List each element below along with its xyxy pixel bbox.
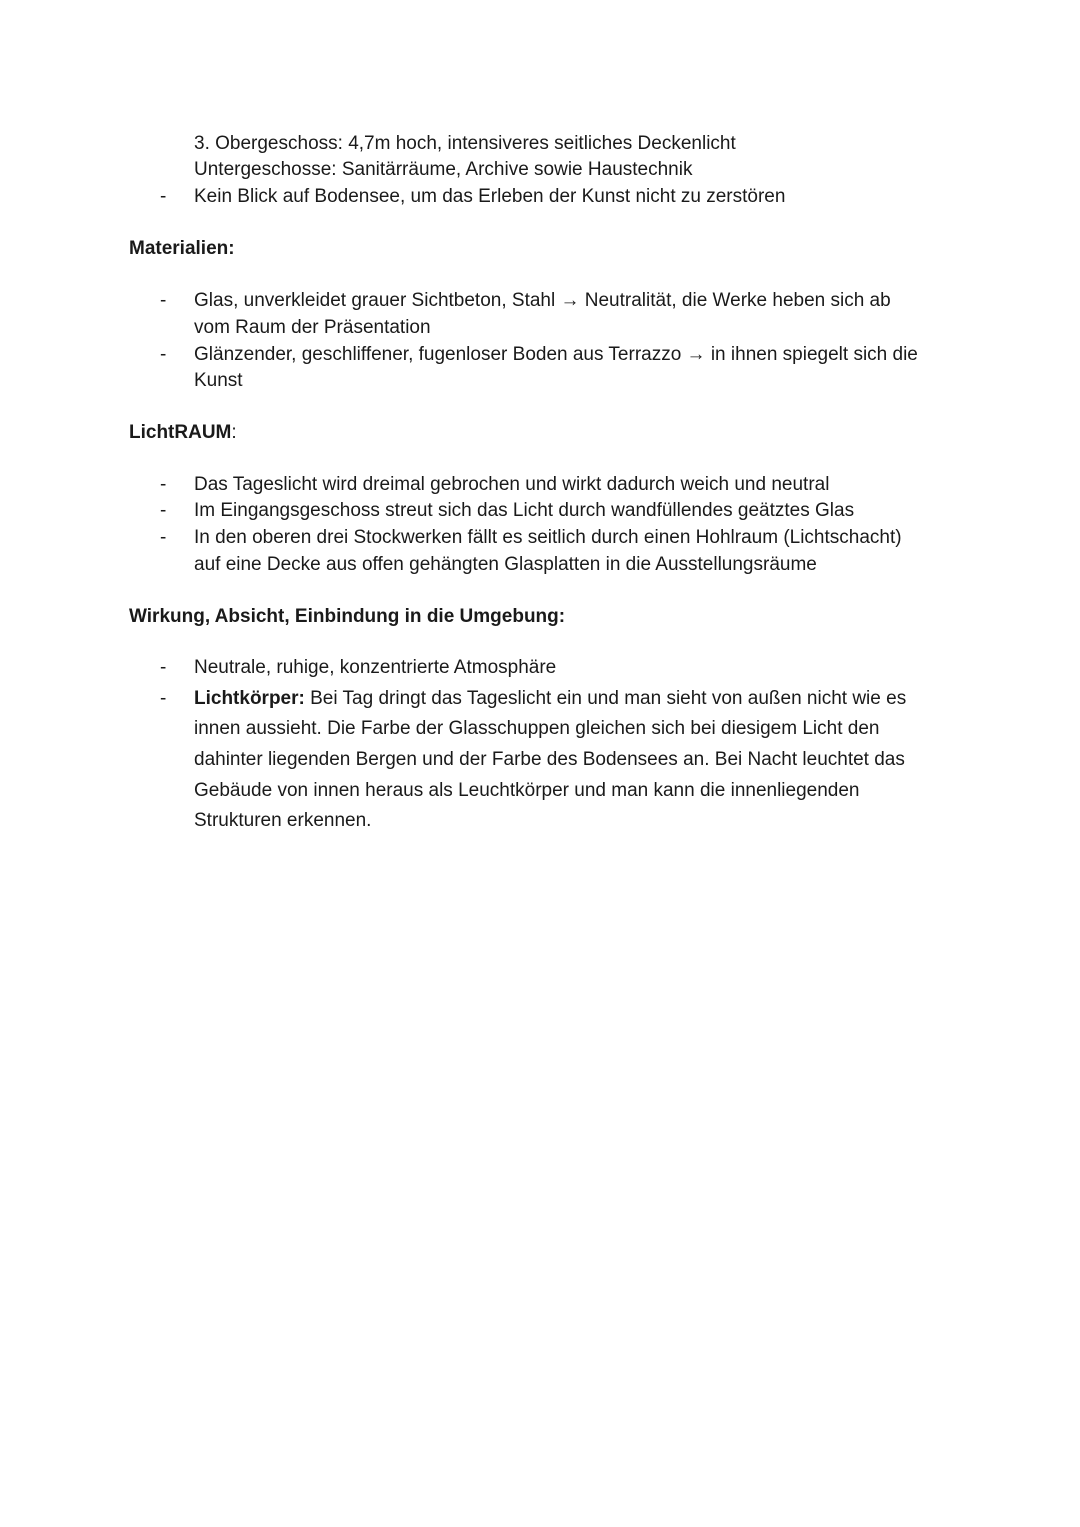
bullet-dash: - bbox=[160, 688, 167, 709]
wirkung-item-2-line-4: Gebäude von innen heraus als Leuchtkörper und man kann die innenliegenden bbox=[194, 780, 860, 801]
materialien-item-1-line-2: vom Raum der Präsentation bbox=[194, 317, 431, 338]
wirkung-item-2-label: Lichtkörper: bbox=[194, 688, 305, 709]
wirkung-item-2-line-1 bbox=[194, 686, 906, 712]
heading-lichtraum bbox=[129, 420, 237, 446]
materialien-item-2-line-2: Kunst bbox=[194, 370, 243, 391]
heading-wirkung: Wirkung, Absicht, Einbindung in die Umgebung: bbox=[129, 606, 566, 627]
heading-lichtraum-text: LichtRAUM bbox=[129, 422, 232, 443]
lichtraum-item-3-line-1: In den oberen drei Stockwerken fällt es seitlich durch einen Hohlraum (Lichtschacht) bbox=[194, 527, 902, 548]
heading-materialien: Materialien: bbox=[129, 238, 235, 259]
intro-line-2: Untergeschosse: Sanitärräume, Archive sowie Haustechnik bbox=[194, 159, 693, 180]
wirkung-item-2-line-2: innen aussieht. Die Farbe der Glasschuppen gleichen sich bei diesigem Licht den bbox=[194, 718, 880, 739]
bullet-dash: - bbox=[160, 474, 167, 495]
bullet-dash: - bbox=[160, 500, 167, 521]
heading-lichtraum-colon: : bbox=[231, 422, 237, 443]
lichtraum-item-2: Im Eingangsgeschoss streut sich das Licht durch wandfüllendes geätztes Glas bbox=[194, 500, 855, 521]
wirkung-item-2-line-5: Strukturen erkennen. bbox=[194, 810, 372, 831]
bullet-dash: - bbox=[160, 344, 167, 365]
bullet-dash: - bbox=[160, 527, 167, 548]
wirkung-item-2-text: Bei Tag dringt das Tageslicht ein und man sieht von außen nicht wie es bbox=[304, 688, 907, 709]
bullet-dash: - bbox=[160, 290, 167, 311]
wirkung-item-1: Neutrale, ruhige, konzentrierte Atmosphäre bbox=[194, 657, 557, 678]
materialien-item-2-line-1: Glänzender, geschliffener, fugenloser Boden aus Terrazzo → in ihnen spiegelt sich die bbox=[194, 344, 918, 365]
intro-line-3: Kein Blick auf Bodensee, um das Erleben der Kunst nicht zu zerstören bbox=[194, 186, 786, 207]
intro-line-1: 3. Obergeschoss: 4,7m hoch, intensiveres seitliches Deckenlicht bbox=[194, 133, 736, 154]
bullet-dash: - bbox=[160, 186, 167, 207]
lichtraum-item-1: Das Tageslicht wird dreimal gebrochen und wirkt dadurch weich und neutral bbox=[194, 474, 830, 495]
bullet-dash: - bbox=[160, 657, 167, 678]
materialien-item-1-line-1: Glas, unverkleidet grauer Sichtbeton, Stahl → Neutralität, die Werke heben sich ab bbox=[194, 290, 891, 311]
lichtraum-item-3-line-2: auf eine Decke aus offen gehängten Glasplatten in die Ausstellungsräume bbox=[194, 554, 817, 575]
wirkung-item-2-line-3: dahinter liegenden Bergen und der Farbe des Bodensees an. Bei Nacht leuchtet das bbox=[194, 749, 905, 770]
